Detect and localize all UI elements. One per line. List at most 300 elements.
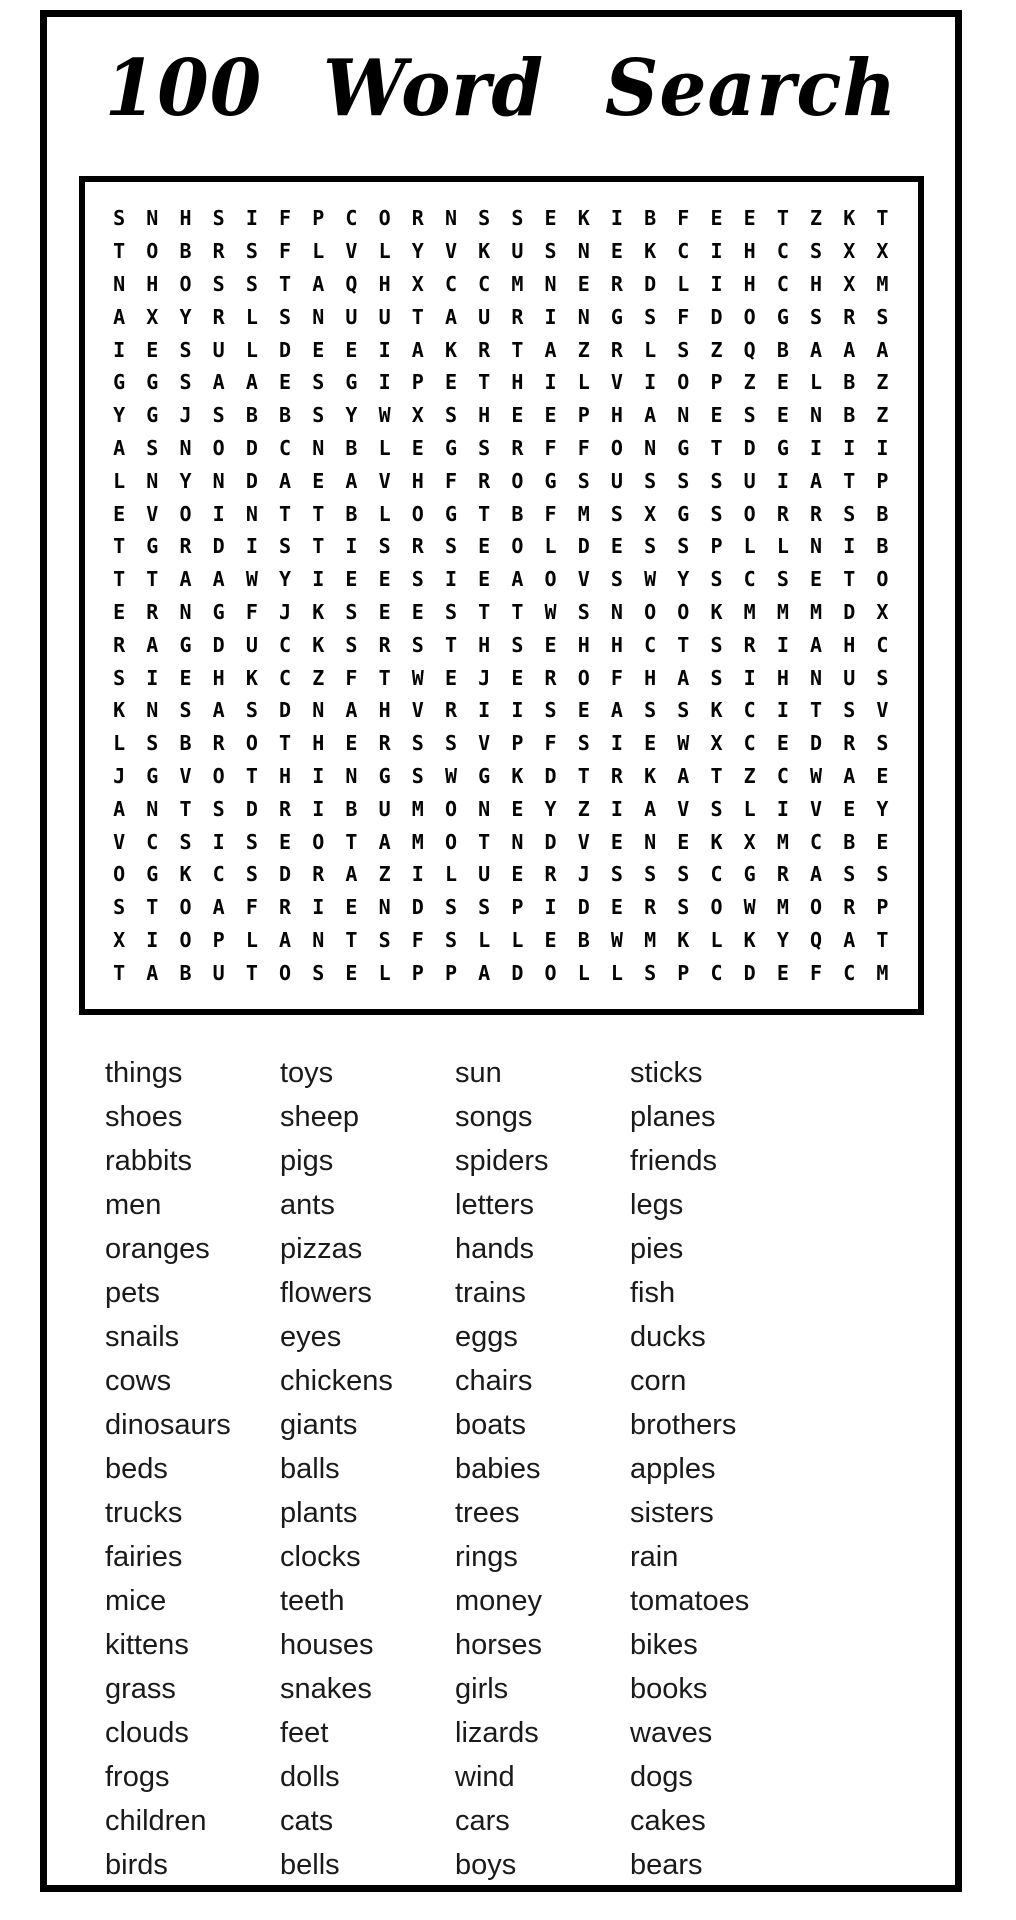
grid-cell[interactable]: H: [644, 665, 657, 690]
grid-cell[interactable]: A: [843, 337, 856, 362]
grid-cell[interactable]: Z: [743, 370, 756, 395]
grid-cell[interactable]: P: [577, 403, 590, 428]
grid-cell[interactable]: J: [113, 764, 126, 789]
grid-cell[interactable]: N: [146, 206, 159, 231]
grid-cell[interactable]: N: [644, 829, 657, 854]
grid-cell[interactable]: C: [444, 272, 457, 297]
grid-cell[interactable]: O: [610, 436, 623, 461]
grid-cell[interactable]: S: [345, 632, 358, 657]
grid-cell[interactable]: H: [478, 403, 491, 428]
grid-cell[interactable]: A: [345, 468, 358, 493]
grid-cell[interactable]: S: [411, 764, 424, 789]
grid-cell[interactable]: I: [146, 665, 159, 690]
grid-cell[interactable]: V: [478, 731, 491, 756]
grid-cell[interactable]: I: [776, 632, 789, 657]
grid-cell[interactable]: E: [610, 895, 623, 920]
grid-cell[interactable]: S: [245, 272, 258, 297]
grid-cell[interactable]: U: [345, 304, 358, 329]
grid-cell[interactable]: F: [810, 960, 823, 985]
grid-cell[interactable]: I: [212, 829, 225, 854]
grid-cell[interactable]: E: [544, 403, 557, 428]
grid-cell[interactable]: G: [146, 764, 159, 789]
grid-cell[interactable]: O: [279, 960, 292, 985]
grid-cell[interactable]: Y: [876, 796, 889, 821]
grid-cell[interactable]: K: [312, 600, 325, 625]
grid-cell[interactable]: T: [710, 764, 723, 789]
grid-cell[interactable]: A: [511, 567, 524, 592]
grid-cell[interactable]: E: [378, 567, 391, 592]
grid-cell[interactable]: C: [876, 632, 889, 657]
grid-cell[interactable]: R: [776, 862, 789, 887]
grid-cell[interactable]: E: [743, 206, 756, 231]
grid-cell[interactable]: I: [743, 665, 756, 690]
grid-cell[interactable]: N: [312, 928, 325, 953]
grid-cell[interactable]: K: [444, 337, 457, 362]
grid-cell[interactable]: X: [743, 829, 756, 854]
grid-cell[interactable]: T: [279, 272, 292, 297]
grid-cell[interactable]: K: [245, 665, 258, 690]
grid-cell[interactable]: Z: [876, 370, 889, 395]
grid-cell[interactable]: I: [345, 534, 358, 559]
grid-cell[interactable]: V: [444, 239, 457, 264]
grid-cell[interactable]: F: [411, 928, 424, 953]
grid-cell[interactable]: S: [677, 698, 690, 723]
grid-cell[interactable]: V: [610, 370, 623, 395]
grid-cell[interactable]: O: [179, 928, 192, 953]
grid-cell[interactable]: E: [478, 534, 491, 559]
grid-cell[interactable]: J: [478, 665, 491, 690]
grid-cell[interactable]: S: [312, 960, 325, 985]
grid-cell[interactable]: D: [577, 534, 590, 559]
grid-cell[interactable]: V: [677, 796, 690, 821]
grid-cell[interactable]: C: [279, 436, 292, 461]
grid-cell[interactable]: T: [444, 632, 457, 657]
grid-cell[interactable]: X: [710, 731, 723, 756]
grid-cell[interactable]: K: [743, 928, 756, 953]
grid-cell[interactable]: K: [113, 698, 126, 723]
grid-cell[interactable]: L: [444, 862, 457, 887]
grid-cell[interactable]: Z: [810, 206, 823, 231]
grid-cell[interactable]: E: [345, 731, 358, 756]
grid-cell[interactable]: R: [610, 764, 623, 789]
grid-cell[interactable]: X: [411, 403, 424, 428]
grid-cell[interactable]: N: [478, 796, 491, 821]
grid-cell[interactable]: N: [146, 468, 159, 493]
grid-cell[interactable]: S: [444, 928, 457, 953]
grid-cell[interactable]: S: [710, 632, 723, 657]
grid-cell[interactable]: C: [279, 665, 292, 690]
grid-cell[interactable]: E: [345, 567, 358, 592]
grid-cell[interactable]: R: [511, 436, 524, 461]
grid-cell[interactable]: Q: [345, 272, 358, 297]
grid-cell[interactable]: D: [810, 731, 823, 756]
grid-cell[interactable]: H: [843, 632, 856, 657]
grid-cell[interactable]: O: [444, 829, 457, 854]
grid-cell[interactable]: W: [411, 665, 424, 690]
grid-cell[interactable]: N: [810, 665, 823, 690]
grid-cell[interactable]: D: [279, 862, 292, 887]
grid-cell[interactable]: L: [511, 928, 524, 953]
grid-cell[interactable]: B: [179, 239, 192, 264]
grid-cell[interactable]: T: [810, 698, 823, 723]
grid-cell[interactable]: A: [444, 304, 457, 329]
grid-cell[interactable]: E: [544, 206, 557, 231]
grid-cell[interactable]: S: [245, 239, 258, 264]
grid-cell[interactable]: A: [810, 862, 823, 887]
grid-cell[interactable]: H: [312, 731, 325, 756]
grid-cell[interactable]: I: [378, 370, 391, 395]
grid-cell[interactable]: E: [544, 632, 557, 657]
grid-cell[interactable]: B: [843, 370, 856, 395]
grid-cell[interactable]: I: [113, 337, 126, 362]
grid-cell[interactable]: N: [444, 206, 457, 231]
grid-cell[interactable]: G: [378, 764, 391, 789]
grid-cell[interactable]: K: [312, 632, 325, 657]
grid-cell[interactable]: S: [444, 534, 457, 559]
grid-cell[interactable]: S: [478, 895, 491, 920]
grid-cell[interactable]: M: [644, 928, 657, 953]
grid-cell[interactable]: T: [345, 928, 358, 953]
grid-cell[interactable]: L: [378, 239, 391, 264]
grid-cell[interactable]: S: [677, 895, 690, 920]
grid-cell[interactable]: N: [345, 764, 358, 789]
grid-cell[interactable]: M: [876, 960, 889, 985]
grid-cell[interactable]: O: [677, 370, 690, 395]
grid-cell[interactable]: L: [245, 337, 258, 362]
grid-cell[interactable]: S: [876, 304, 889, 329]
grid-cell[interactable]: H: [146, 272, 159, 297]
grid-cell[interactable]: B: [876, 501, 889, 526]
grid-cell[interactable]: I: [544, 304, 557, 329]
grid-cell[interactable]: T: [710, 436, 723, 461]
grid-cell[interactable]: S: [710, 796, 723, 821]
grid-cell[interactable]: K: [179, 862, 192, 887]
grid-cell[interactable]: R: [279, 895, 292, 920]
grid-cell[interactable]: S: [577, 731, 590, 756]
grid-cell[interactable]: G: [444, 501, 457, 526]
grid-cell[interactable]: E: [610, 239, 623, 264]
grid-cell[interactable]: N: [577, 239, 590, 264]
grid-cell[interactable]: N: [179, 436, 192, 461]
grid-cell[interactable]: M: [511, 272, 524, 297]
grid-cell[interactable]: E: [444, 370, 457, 395]
grid-cell[interactable]: R: [411, 534, 424, 559]
grid-cell[interactable]: A: [212, 567, 225, 592]
grid-cell[interactable]: A: [179, 567, 192, 592]
grid-cell[interactable]: O: [245, 731, 258, 756]
grid-cell[interactable]: M: [411, 829, 424, 854]
grid-cell[interactable]: A: [113, 796, 126, 821]
grid-cell[interactable]: O: [544, 960, 557, 985]
grid-cell[interactable]: B: [644, 206, 657, 231]
grid-cell[interactable]: N: [312, 304, 325, 329]
grid-cell[interactable]: H: [610, 403, 623, 428]
grid-cell[interactable]: F: [544, 501, 557, 526]
grid-cell[interactable]: R: [212, 304, 225, 329]
grid-cell[interactable]: T: [279, 731, 292, 756]
grid-cell[interactable]: O: [577, 665, 590, 690]
grid-cell[interactable]: D: [577, 895, 590, 920]
grid-cell[interactable]: R: [312, 862, 325, 887]
grid-cell[interactable]: I: [843, 534, 856, 559]
grid-cell[interactable]: T: [312, 534, 325, 559]
grid-cell[interactable]: T: [245, 764, 258, 789]
grid-cell[interactable]: K: [478, 239, 491, 264]
grid-cell[interactable]: L: [378, 436, 391, 461]
grid-cell[interactable]: P: [411, 960, 424, 985]
grid-cell[interactable]: H: [378, 698, 391, 723]
grid-cell[interactable]: A: [810, 632, 823, 657]
grid-cell[interactable]: F: [245, 895, 258, 920]
grid-cell[interactable]: E: [511, 796, 524, 821]
grid-cell[interactable]: S: [544, 239, 557, 264]
grid-cell[interactable]: G: [113, 370, 126, 395]
grid-cell[interactable]: X: [876, 239, 889, 264]
grid-cell[interactable]: F: [610, 665, 623, 690]
grid-cell[interactable]: L: [312, 239, 325, 264]
grid-cell[interactable]: N: [113, 272, 126, 297]
grid-cell[interactable]: A: [677, 764, 690, 789]
grid-cell[interactable]: N: [179, 600, 192, 625]
grid-cell[interactable]: O: [743, 501, 756, 526]
grid-cell[interactable]: R: [444, 698, 457, 723]
grid-cell[interactable]: F: [677, 206, 690, 231]
grid-cell[interactable]: P: [444, 960, 457, 985]
grid-cell[interactable]: V: [411, 698, 424, 723]
grid-cell[interactable]: E: [776, 403, 789, 428]
grid-cell[interactable]: S: [378, 928, 391, 953]
grid-cell[interactable]: M: [411, 796, 424, 821]
grid-cell[interactable]: S: [146, 731, 159, 756]
grid-cell[interactable]: S: [279, 534, 292, 559]
grid-cell[interactable]: A: [212, 370, 225, 395]
grid-cell[interactable]: U: [378, 304, 391, 329]
grid-cell[interactable]: Y: [776, 928, 789, 953]
grid-cell[interactable]: T: [876, 928, 889, 953]
grid-cell[interactable]: O: [743, 304, 756, 329]
grid-cell[interactable]: L: [113, 731, 126, 756]
grid-cell[interactable]: F: [544, 436, 557, 461]
grid-cell[interactable]: I: [544, 370, 557, 395]
grid-cell[interactable]: I: [245, 534, 258, 559]
grid-cell[interactable]: E: [146, 337, 159, 362]
grid-cell[interactable]: N: [212, 468, 225, 493]
grid-cell[interactable]: T: [876, 206, 889, 231]
grid-cell[interactable]: C: [212, 862, 225, 887]
grid-cell[interactable]: E: [776, 370, 789, 395]
grid-cell[interactable]: E: [279, 370, 292, 395]
grid-cell[interactable]: B: [345, 796, 358, 821]
grid-cell[interactable]: J: [279, 600, 292, 625]
grid-cell[interactable]: S: [810, 304, 823, 329]
grid-cell[interactable]: G: [544, 468, 557, 493]
grid-cell[interactable]: S: [444, 731, 457, 756]
grid-cell[interactable]: A: [146, 632, 159, 657]
grid-cell[interactable]: O: [677, 600, 690, 625]
grid-cell[interactable]: B: [345, 436, 358, 461]
grid-cell[interactable]: O: [810, 895, 823, 920]
grid-cell[interactable]: I: [378, 337, 391, 362]
grid-cell[interactable]: V: [345, 239, 358, 264]
grid-cell[interactable]: E: [511, 403, 524, 428]
grid-cell[interactable]: B: [843, 403, 856, 428]
grid-cell[interactable]: C: [644, 632, 657, 657]
grid-cell[interactable]: C: [345, 206, 358, 231]
grid-cell[interactable]: S: [312, 370, 325, 395]
grid-cell[interactable]: D: [843, 600, 856, 625]
grid-cell[interactable]: I: [710, 272, 723, 297]
grid-cell[interactable]: S: [146, 436, 159, 461]
grid-cell[interactable]: K: [710, 698, 723, 723]
grid-cell[interactable]: S: [743, 403, 756, 428]
grid-cell[interactable]: Y: [179, 304, 192, 329]
grid-cell[interactable]: S: [212, 272, 225, 297]
grid-cell[interactable]: O: [146, 239, 159, 264]
grid-cell[interactable]: E: [345, 895, 358, 920]
grid-cell[interactable]: G: [146, 862, 159, 887]
grid-cell[interactable]: S: [279, 304, 292, 329]
grid-cell[interactable]: O: [710, 895, 723, 920]
grid-cell[interactable]: W: [544, 600, 557, 625]
grid-cell[interactable]: H: [411, 468, 424, 493]
grid-cell[interactable]: N: [544, 272, 557, 297]
grid-cell[interactable]: F: [544, 731, 557, 756]
grid-cell[interactable]: V: [179, 764, 192, 789]
grid-cell[interactable]: L: [776, 534, 789, 559]
grid-cell[interactable]: S: [212, 796, 225, 821]
grid-cell[interactable]: I: [610, 206, 623, 231]
grid-cell[interactable]: A: [345, 698, 358, 723]
grid-cell[interactable]: E: [511, 665, 524, 690]
grid-cell[interactable]: F: [245, 600, 258, 625]
grid-cell[interactable]: S: [478, 206, 491, 231]
grid-cell[interactable]: E: [810, 567, 823, 592]
grid-cell[interactable]: I: [610, 731, 623, 756]
grid-cell[interactable]: E: [677, 829, 690, 854]
grid-cell[interactable]: R: [146, 600, 159, 625]
grid-cell[interactable]: H: [577, 632, 590, 657]
grid-cell[interactable]: W: [810, 764, 823, 789]
grid-cell[interactable]: E: [478, 567, 491, 592]
grid-cell[interactable]: Y: [113, 403, 126, 428]
grid-cell[interactable]: R: [843, 731, 856, 756]
grid-cell[interactable]: A: [212, 698, 225, 723]
grid-cell[interactable]: K: [511, 764, 524, 789]
grid-cell[interactable]: E: [776, 731, 789, 756]
grid-cell[interactable]: I: [810, 436, 823, 461]
grid-cell[interactable]: S: [610, 567, 623, 592]
grid-cell[interactable]: U: [610, 468, 623, 493]
grid-cell[interactable]: S: [577, 468, 590, 493]
grid-cell[interactable]: O: [411, 501, 424, 526]
grid-cell[interactable]: E: [279, 829, 292, 854]
grid-cell[interactable]: I: [710, 239, 723, 264]
grid-cell[interactable]: A: [843, 928, 856, 953]
grid-cell[interactable]: C: [677, 239, 690, 264]
grid-cell[interactable]: M: [776, 895, 789, 920]
grid-cell[interactable]: X: [411, 272, 424, 297]
grid-cell[interactable]: F: [279, 206, 292, 231]
grid-cell[interactable]: C: [776, 764, 789, 789]
grid-cell[interactable]: E: [444, 665, 457, 690]
grid-cell[interactable]: A: [279, 468, 292, 493]
grid-cell[interactable]: G: [677, 436, 690, 461]
grid-cell[interactable]: S: [378, 534, 391, 559]
grid-cell[interactable]: D: [743, 960, 756, 985]
grid-cell[interactable]: J: [577, 862, 590, 887]
grid-cell[interactable]: Q: [743, 337, 756, 362]
grid-cell[interactable]: K: [843, 206, 856, 231]
grid-cell[interactable]: D: [279, 698, 292, 723]
grid-cell[interactable]: T: [843, 468, 856, 493]
grid-cell[interactable]: U: [245, 632, 258, 657]
grid-cell[interactable]: I: [212, 501, 225, 526]
grid-cell[interactable]: U: [212, 337, 225, 362]
grid-cell[interactable]: M: [776, 829, 789, 854]
grid-cell[interactable]: Z: [743, 764, 756, 789]
grid-cell[interactable]: A: [478, 960, 491, 985]
grid-cell[interactable]: X: [876, 600, 889, 625]
grid-cell[interactable]: K: [677, 928, 690, 953]
grid-cell[interactable]: Z: [876, 403, 889, 428]
grid-cell[interactable]: W: [444, 764, 457, 789]
grid-cell[interactable]: S: [610, 862, 623, 887]
grid-cell[interactable]: E: [113, 501, 126, 526]
grid-cell[interactable]: A: [212, 895, 225, 920]
grid-cell[interactable]: Y: [411, 239, 424, 264]
grid-cell[interactable]: L: [710, 928, 723, 953]
grid-cell[interactable]: E: [345, 960, 358, 985]
grid-cell[interactable]: V: [113, 829, 126, 854]
grid-cell[interactable]: E: [610, 829, 623, 854]
grid-cell[interactable]: Q: [810, 928, 823, 953]
grid-cell[interactable]: R: [743, 632, 756, 657]
grid-cell[interactable]: M: [810, 600, 823, 625]
grid-cell[interactable]: A: [312, 272, 325, 297]
grid-cell[interactable]: B: [876, 534, 889, 559]
grid-cell[interactable]: R: [179, 534, 192, 559]
grid-cell[interactable]: H: [378, 272, 391, 297]
grid-cell[interactable]: X: [113, 928, 126, 953]
grid-cell[interactable]: O: [113, 862, 126, 887]
grid-cell[interactable]: D: [644, 272, 657, 297]
grid-cell[interactable]: U: [478, 304, 491, 329]
grid-cell[interactable]: I: [610, 796, 623, 821]
grid-cell[interactable]: S: [411, 731, 424, 756]
grid-cell[interactable]: E: [312, 468, 325, 493]
grid-cell[interactable]: L: [378, 501, 391, 526]
grid-cell[interactable]: O: [544, 567, 557, 592]
grid-cell[interactable]: R: [544, 862, 557, 887]
grid-cell[interactable]: T: [478, 829, 491, 854]
grid-cell[interactable]: A: [876, 337, 889, 362]
grid-cell[interactable]: E: [876, 829, 889, 854]
grid-cell[interactable]: P: [710, 534, 723, 559]
grid-cell[interactable]: T: [113, 534, 126, 559]
grid-cell[interactable]: C: [146, 829, 159, 854]
grid-cell[interactable]: I: [312, 796, 325, 821]
grid-cell[interactable]: P: [710, 370, 723, 395]
grid-cell[interactable]: S: [810, 239, 823, 264]
grid-cell[interactable]: T: [345, 829, 358, 854]
grid-cell[interactable]: T: [245, 960, 258, 985]
grid-cell[interactable]: T: [843, 567, 856, 592]
grid-cell[interactable]: K: [710, 829, 723, 854]
grid-cell[interactable]: Z: [378, 862, 391, 887]
grid-cell[interactable]: E: [511, 862, 524, 887]
grid-cell[interactable]: V: [876, 698, 889, 723]
grid-cell[interactable]: R: [843, 304, 856, 329]
